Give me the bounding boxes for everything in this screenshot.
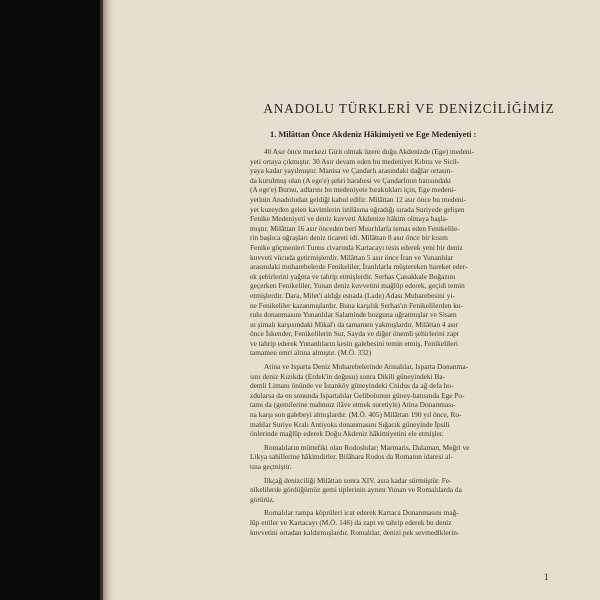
text-line: sını deniz Kızıkda (Erdek'in doğusu) sonra Dikili güneyindeki Ba- <box>250 371 446 381</box>
text-line: tamamen emri altına almıştır. (M.Ö. 332) <box>250 348 372 358</box>
text-line: önce İskender, Fenikelilerin Sur, Sayda ve diğer önemli şehirlerini zapt <box>250 329 459 339</box>
text-line: rin başlıca uğraşları deniz ticareti idi. Milâttan 8 asır önce bir kısım <box>250 233 448 243</box>
text-line: ne Fenikeliler kazanmışlardır. Buna karşılık Serhas'ın Fenikelilerden ku- <box>250 300 464 310</box>
text-line: Romalıların müttefiki olan Rodoslular; Marmaris, Dalaman, Meğri ve <box>264 442 470 452</box>
text-line: malılar Suriye Kralı Antiyoks donanmasını Sığacık güneyinde İpsili <box>250 419 450 429</box>
text-line: demli Limanı önünde ve İstanköy güneyindeki Cnidus da ağ defa ho- <box>250 381 454 391</box>
page-number: 1 <box>544 572 549 582</box>
text-line: na karşı son galebeyi almışlardır. (M.Ö. 405) Milâttan 190 yıl önce, Ro- <box>250 410 462 420</box>
paragraph-5 <box>250 508 550 537</box>
text-line: Romalılar rampa köprüleri icat ederek Kartaca Donanmasını mağ- <box>264 508 459 518</box>
text-line: yetinin Anadoludan geldiği kabul edilir. Milâttan 12 asır önce bu medeni- <box>250 194 466 204</box>
text-line: Likya sahillerine hâkimdirler. Bilâhara Rodos da Romanın idaresi al- <box>250 452 453 462</box>
text-line: İlkçağ denizciliği Milâttan sonra XIV. asra kadar sürmüştür. Fe- <box>264 475 452 485</box>
text-line: yet kuzeyden gelen kavimlerin istilâsına uğradığı sırada Suriyede gelişen <box>250 204 465 214</box>
text-line: görürüz. <box>250 494 275 504</box>
text-line: arasındaki muharebelerde Fenikeliler, İranlılarla müştereken hareket eder- <box>250 262 468 272</box>
text-line: da kurulmuş olan (A ege'e) şehri harabesi ve Çandarlının batısındaki <box>250 175 451 185</box>
book-page <box>100 0 600 600</box>
text-line: geçerken Fenikeliler, Yunan deniz kuvvetini mağlûp ederek, geçidi temin <box>250 281 465 291</box>
text-line: Atina ve Isparta Deniz Muharebelerinde Atinalılar, Isparta Donanma- <box>264 362 469 372</box>
text-line: ve tahrip ederek Yunanlıların kesin galebesini temin etmiş, Fenikelileri <box>250 338 458 348</box>
text-line: mıştır. Milâttan 16 asır önceden beri Mısırlılarla temas eden Fenikelile- <box>250 223 460 233</box>
text-line: ın şimalı karşısındaki Mikal'ı da tamamen yakmışlardır. Milâttan 4 asır <box>250 319 459 329</box>
text-line: yaya kadar yayılmıştır. Manisa ve Çandarlı arasındaki dağlar ortasın- <box>250 166 453 176</box>
text-line: ek şehirlerini yağma ve tahrip etmişlerdir. Serhas Çanakkale Boğazını <box>250 271 456 281</box>
section-heading: 1. Milâttan Önce Akdeniz Hâkimiyeti ve Ege Medeniyeti : <box>270 130 477 139</box>
text-line: Fenike göçmenleri Tunus civarında Kartacayı tesis ederek yeni bir deniz <box>250 242 463 252</box>
page-title: ANADOLU TÜRKLERİ VE DENİZCİLİĞİMİZ <box>263 101 555 116</box>
paragraph-4 <box>250 476 550 505</box>
text-line: (A ege'e) Burnu, adlarını bu medeniyete bıraktıkları için, Ege medeni- <box>250 185 456 195</box>
text-line: kuvveti vücuda getirmişlerdir. Milâttan 5 asır önce İran ve Yunanlılar <box>250 252 454 262</box>
text-line: önlerinde mağlûp ederek Doğu Akdeniz hâkimiyetini ele etmişler. <box>250 429 444 439</box>
text-line: 40 Asır önce merkezi Girit olmak üzere doğu Akdenizde (Ege) medeni- <box>264 147 475 156</box>
text-line: lûp ettiler ve Kartacayı (M.Ö. 146) da zapt ve tahrip ederek bu deniz <box>250 517 452 527</box>
text-line: rulu donanmasını Yunanlılar Salaminde bozguna uğratmışlar ve Sisam <box>250 310 457 320</box>
text-line: nikelilerde gördüğümüz gemi tiplerinin aynını Yunan ve Romalılarda da <box>250 485 462 495</box>
text-line: tamı da (gemilerine mahmuz ilâve etmek suretiyle) Atina Donanması- <box>250 400 456 410</box>
paragraph-1 <box>250 147 550 358</box>
paragraph-2 <box>250 362 550 439</box>
binding-edge <box>100 0 103 600</box>
body-text <box>250 147 550 537</box>
text-line: tına geçmiştir. <box>250 462 292 471</box>
text-line: etmişlerdir. Dara, Milet'i aldığı esnada (Lade) Adası Muharebesini yi- <box>250 290 455 300</box>
text-line: kuvvetini ortadan kaldırmışlardır. Romalılar, denizi pek sevmediklerin- <box>250 527 460 537</box>
text-line: Fenike Medeniyeti ve deniz kuvveti Akdenize hâkim olmaya başla- <box>250 214 449 224</box>
text-line: yeti ortaya çıkmıştır. 30 Asır devam eden bu medeniyet Kıbrıs ve Sicil- <box>250 156 460 166</box>
text-line: zdularsa da en sonunda Ispartalılar Gelibolunun güney-batısında Ege Po- <box>250 390 465 400</box>
paragraph-3 <box>250 443 550 472</box>
